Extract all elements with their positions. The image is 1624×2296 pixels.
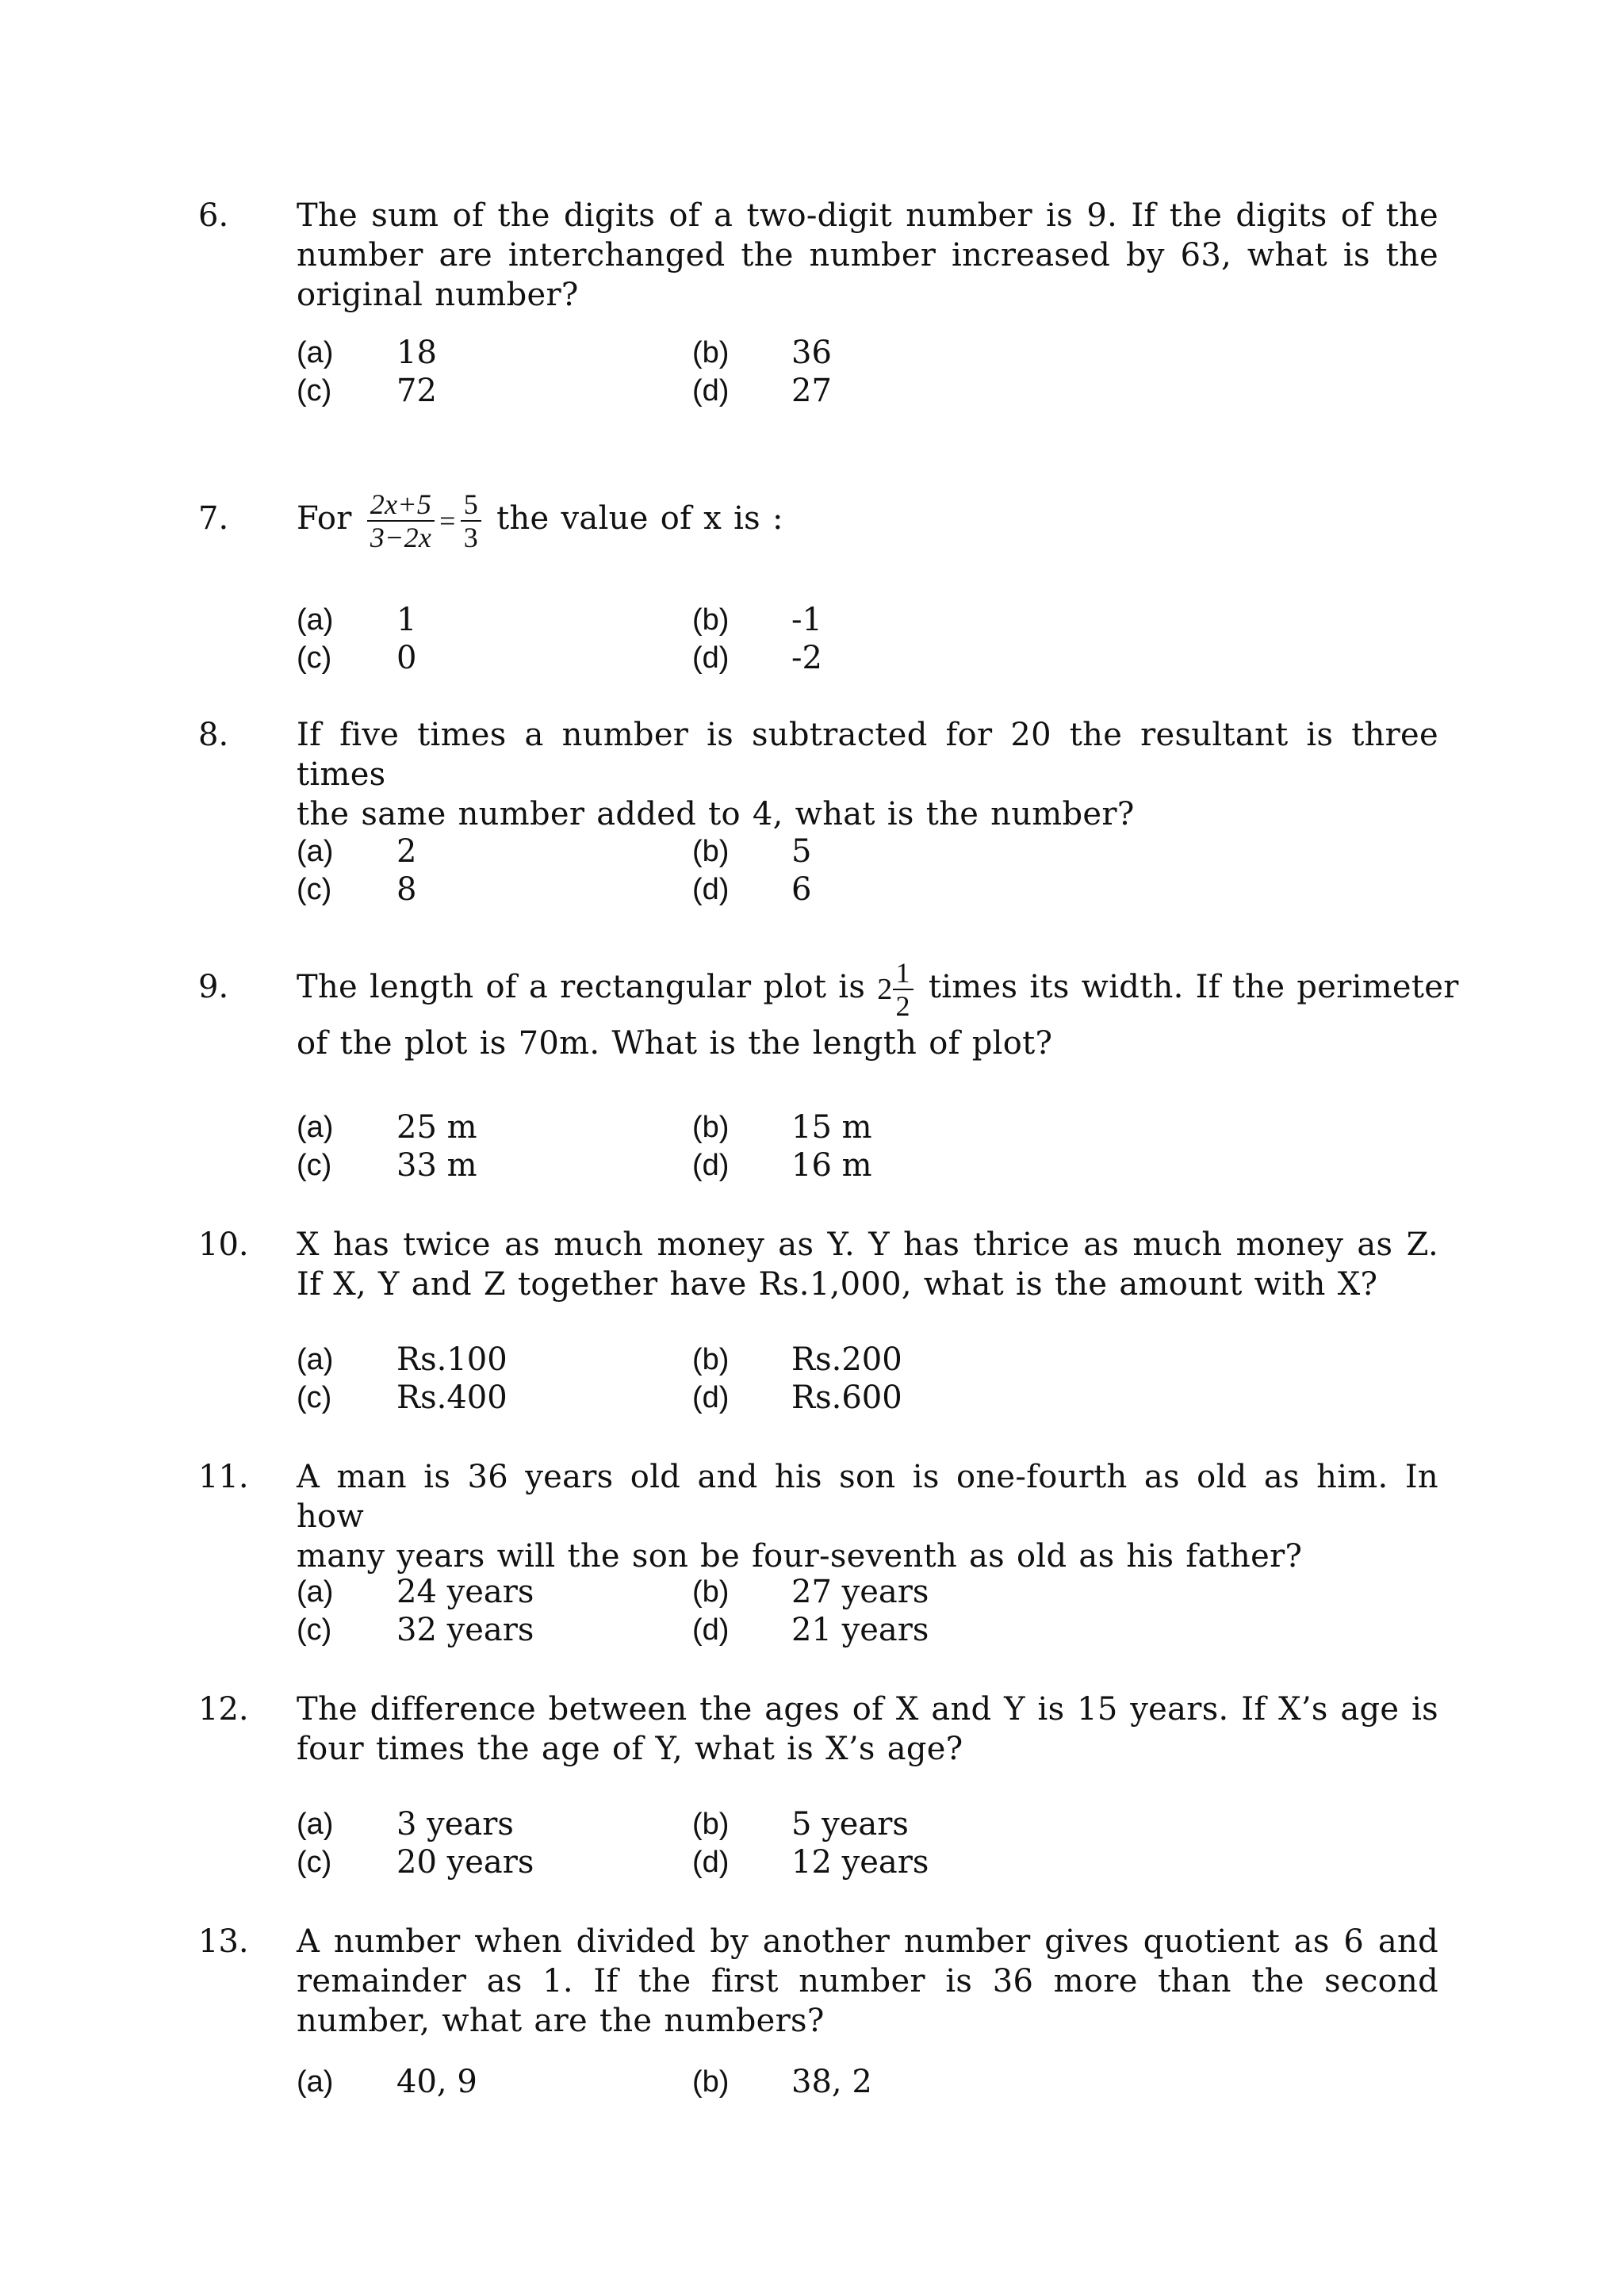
question-line: The sum of the digits of a two-digit number is 9. If the digits of the [297,197,1438,234]
question-text [297,951,1459,1063]
option-value: 12 years [791,1844,929,1881]
fraction-numerator: 1 [893,957,914,990]
question-line: original number? [297,277,579,313]
option-value: 25 m [396,1109,477,1146]
fraction-denominator: 3 [463,522,479,553]
option-label: (b) [692,835,730,868]
option-value: -1 [791,602,822,638]
option-label: (c) [297,1846,332,1879]
option-value: 33 m [396,1147,477,1184]
option-value: 8 [396,871,417,908]
question-line: many years will the son be four-seventh as old as his father? [297,1538,1303,1575]
question-text [297,1457,1438,1576]
option-value: 27 years [791,1574,929,1610]
question-line: the same number added to 4, what is the number? [297,796,1135,832]
option-value: 24 years [396,1574,534,1610]
option-value: 6 [791,871,812,908]
fraction-denominator: 3−2x [370,522,432,553]
option-value: 38, 2 [791,2064,872,2100]
question-text [297,480,1438,560]
option-label: (b) [692,603,730,637]
option-label: (a) [297,603,334,637]
option-value: 72 [396,373,437,409]
option-value: 3 years [396,1806,514,1843]
option-label: (c) [297,1381,332,1414]
option-value: 1 [396,602,417,638]
question-line: four times the age of Y, what is X’s age? [297,1731,963,1767]
option-value: 21 years [791,1612,929,1648]
question-text [297,715,1438,834]
option-label: (a) [297,1111,334,1144]
mixed-fraction [893,957,914,1022]
option-label: (a) [297,835,334,868]
option-value: 15 m [791,1109,872,1146]
option-label: (a) [297,1343,334,1376]
option-label: (d) [692,641,730,675]
question-text [297,1922,1438,2041]
option-label: (d) [692,1846,730,1879]
question-number: 12. [198,1691,249,1728]
question-number: 10. [198,1226,249,1263]
question-line: remainder as 1. If the first number is 36 more than the second [297,1963,1438,1999]
option-value: 20 years [396,1844,534,1881]
option-label: (b) [692,1808,730,1841]
question-line: The difference between the ages of X and Y is 15 years. If X’s age is [297,1691,1438,1728]
question-line: If five times a number is subtracted for 20 the resultant is three times [297,717,1438,793]
fraction-rhs [461,488,481,553]
option-label: (b) [692,1575,730,1609]
fraction-numerator: 5 [461,488,481,522]
option-value: Rs.600 [791,1380,902,1416]
question-line: A number when divided by another number gives quotient as 6 and [297,1923,1438,1960]
question-number: 9. [198,969,229,1005]
option-value: 5 [791,833,812,870]
question-line: X has twice as much money as Y. Y has thrice as much money as Z. [297,1226,1438,1263]
question-line: If X, Y and Z together have Rs.1,000, what is the amount with X? [297,1266,1378,1303]
option-label: (c) [297,374,332,408]
fraction-numerator: 2x+5 [367,488,435,522]
question-text [297,1225,1438,1304]
question-line [297,951,1459,1025]
option-label: (b) [692,1111,730,1144]
fraction-denominator: 2 [895,990,910,1022]
option-label: (c) [297,641,332,675]
option-value: 36 [791,335,832,371]
option-label: (d) [692,1613,730,1647]
equals-sign: = [439,505,456,537]
question-line: number, what are the numbers? [297,2003,825,2039]
question-prefix: The length of a rectangular plot is [297,969,866,1005]
mixed-number [877,957,917,1022]
option-value: 16 m [791,1147,872,1184]
option-label: (d) [692,873,730,906]
option-label: (a) [297,1808,334,1841]
option-label: (d) [692,1381,730,1414]
option-value: 2 [396,833,417,870]
option-label: (a) [297,2065,334,2099]
fraction-lhs [367,488,435,553]
question-line: of the plot is 70m. What is the length of plot? [297,1025,1053,1062]
question-line: number are interchanged the number increased by 63, what is the [297,237,1438,274]
question-text [297,1689,1438,1769]
option-value: 32 years [396,1612,534,1648]
question-line: A man is 36 years old and his son is one-fourth as old as him. In how [297,1459,1438,1535]
option-value: 0 [396,640,417,676]
option-value: 40, 9 [396,2064,477,2100]
option-label: (b) [692,1343,730,1376]
question-number: 8. [198,717,229,753]
option-label: (b) [692,2065,730,2099]
question-prefix: For [297,500,352,537]
question-number: 11. [198,1459,249,1495]
option-label: (c) [297,1613,332,1647]
option-value: 5 years [791,1806,909,1843]
mixed-whole: 2 [877,973,893,1006]
option-value: 18 [396,335,437,371]
question-number: 7. [198,500,229,537]
option-value: Rs.100 [396,1341,508,1378]
option-value: Rs.200 [791,1341,902,1378]
option-value: Rs.400 [396,1380,508,1416]
question-number: 13. [198,1923,249,1960]
option-label: (b) [692,336,730,369]
option-value: 27 [791,373,832,409]
option-label: (c) [297,1149,332,1182]
option-label: (d) [692,1149,730,1182]
option-label: (c) [297,873,332,906]
option-label: (a) [297,1575,334,1609]
option-label: (a) [297,336,334,369]
question-suffix: times its width. If the perimeter [928,969,1459,1005]
question-number: 6. [198,197,229,234]
question-text [297,196,1438,315]
question-suffix: the value of x is : [496,500,783,537]
option-label: (d) [692,374,730,408]
option-value: -2 [791,640,822,676]
